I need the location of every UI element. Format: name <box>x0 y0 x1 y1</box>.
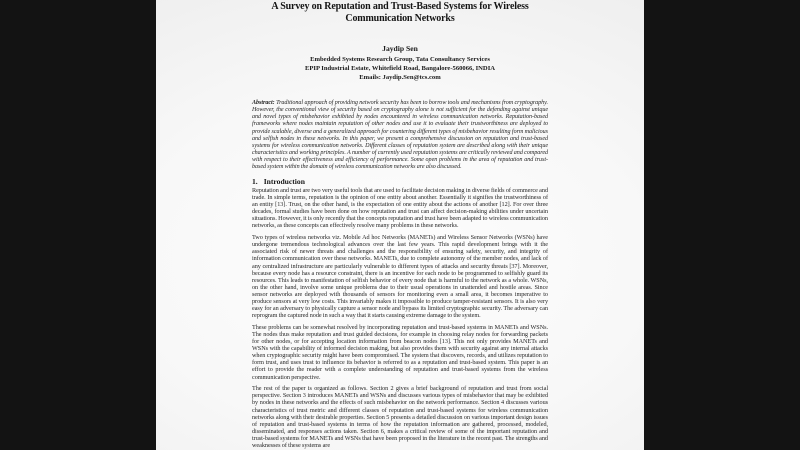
paragraph-1: Reputation and trust are two very useful tools that are used to facilitate decision making in diverse fields of commerce and trade. In simple terms, reputation is the opinion of one entity about another. Essentially it signifies the trustworthiness of an entity [13]. Trust, on the other hand, is the expectation of one entity about the actions of another [12]. For over three decades, formal studies have been done on how reputation and trust can affect decision-making abilities under uncertain situations. However, it is only recently that the concepts reputation and trust have been adapted to wireless communication networks, as these concepts can effectively resolve many problems in these networks. <box>252 187 548 230</box>
paragraph-4: The rest of the paper is organized as follows. Section 2 gives a brief background of reputation and trust from social perspective. Section 3 introduces MANETs and WSNs and discusses various types of misbehavior that may be exhibited by nodes in these networks and the effects of such misbehavior on the network performance. Section 4 discusses various characteristics of trust metric and different classes of reputation and trust-based systems for wireless communication networks along with their desirable properties. Section 5 presents a detailed discussion on various important design issues of reputation and trust-based systems in terms of how the reputation information are gathered, processed, modeled, disseminated, and responses actions taken. Section 6, makes a critical review of some of the important reputation and trust-based systems for MANETs and WSNs that have been proposed in the literature in the recent past. The strengths and weaknesses of these systems are <box>252 385 548 449</box>
paper-page <box>156 0 644 450</box>
abstract <box>252 100 548 172</box>
paragraph-3: These problems can be somewhat resolved by incorporating reputation and trust-based systems in MANETs and WSNs. The nodes thus make reputation and trust guided decisions, for example in choosing relay nodes for forwarding packets for other nodes, or for accepting location information from beacon nodes [13]. This not only provides MANETs and WSNs with the capability of informed decision making, but also provides them with security against any internal attacks when cryptographic security might have been compromised. The system that discovers, records, and utilizes reputation to form trust, and uses trust to influence its behavior is referred to as a reputation and trust-based system. This paper is an effort to provide the reader with a complete understanding of reputation and trust-based systems from the wireless communication perspective. <box>252 323 548 381</box>
affiliation-line-2: EPIP Industrial Estate, Whitefield Road, Bangalore-560066, INDIA <box>304 64 496 72</box>
body-text <box>252 187 548 450</box>
section-title: Introduction <box>263 176 305 186</box>
abstract-label: Abstract: <box>252 100 275 106</box>
author-name: Jaydip Sen <box>382 44 418 53</box>
abstract-text: Traditional approach of providing network security has been to borrow tools and mechanisms from cryptography. However, the conventional view of security based on cryptography alone is not sufficient for the defending against unique and novel types of misbehavior exhibited by nodes encountered in wireless communication networks. Reputation-based frameworks where nodes maintain reputation of other nodes and use it to evaluate their trustworthiness are deployed to provide scalable, diverse and a generalized approach for countering different types of misbehavior resulting form malicious and selfish nodes in these networks. In this paper, we present a comprehensive discussion on reputation and trust-based systems for wireless communication networks. Different classes of reputation system are described along with their unique characteristics and working principles. A number of currently used reputation systems are critically reviewed and compared with respect to their effectiveness and efficiency of performance. Some open problems in the area of reputation and trust-based system within the domain of wireless communication networks are also discussed. <box>252 100 548 171</box>
author-block <box>156 44 644 82</box>
paper-title: A Survey on Reputation and Trust-Based Systems for Wireless Communication Networks <box>271 1 529 24</box>
section-heading <box>252 177 305 186</box>
paragraph-2: Two types of wireless networks viz. Mobile Ad hoc Networks (MANETs) and Wireless Sensor Networks (WSNs) have undergone tremendous technological advances over the last few years. This rapid development brings with it the associated risk of newer threats and challenges and the responsibility of ensuring safety, security, and integrity of information communication over these networks. MANETs, due to complete autonomy of the member nodes, and lack of any centralized infrastructure are particularly vulnerable to different types of attacks and security threats [37]. Moreover, because every node has a resource constraint, there is an incentive for each node to be programmed to selfishly guard its resources. This leads to manifestation of selfish behavior of every node that is harmful to the network as a whole. WSNs, on the other hand, involve some unique problems due to their usual operations in unattended and hostile areas. Since sensor networks are deployed with thousands of sensors for monitoring even a small area, it becomes imperative to produce sensors at very low costs. This invariably makes it impossible to produce tamper-resistant sensors. It is also very easy for an adversary to physically capture a sensor node and bypass its limited cryptographic security. The adversary can reprogram the captured node in such a way that it starts causing extreme damage to the system. <box>252 234 548 320</box>
affiliation-line-1: Embedded Systems Research Group, Tata Consultancy Services <box>310 55 490 63</box>
author-email: Emails: Jaydip.Sen@tcs.com <box>359 74 441 82</box>
section-number: 1. <box>252 176 258 186</box>
